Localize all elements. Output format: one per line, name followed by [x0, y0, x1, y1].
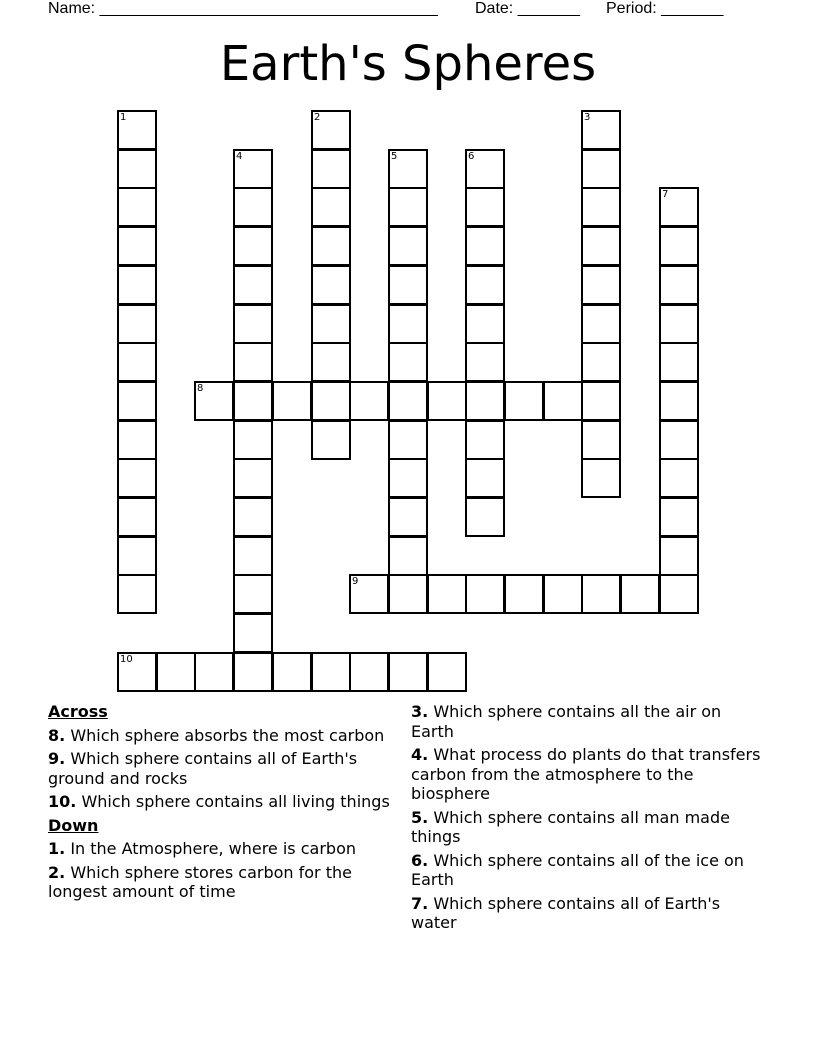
crossword-cell[interactable] — [620, 574, 660, 614]
crossword-cell[interactable] — [659, 304, 699, 344]
crossword-cell[interactable] — [117, 497, 157, 537]
crossword-cell[interactable] — [659, 342, 699, 382]
crossword-cell[interactable] — [388, 304, 428, 344]
crossword-cell[interactable] — [465, 149, 505, 189]
crossword-cell[interactable] — [233, 536, 273, 576]
crossword-cell[interactable] — [659, 574, 699, 614]
clue-number: 10. — [48, 792, 77, 811]
clue-down-1 — [48, 839, 393, 859]
clue-down-5 — [411, 808, 761, 847]
clues-left-column — [48, 702, 393, 906]
cell-number: 8 — [197, 383, 204, 394]
crossword-cell[interactable] — [465, 458, 505, 498]
crossword-cell[interactable] — [233, 613, 273, 653]
clue-number: 8. — [48, 725, 66, 745]
clue-down-6 — [411, 851, 761, 890]
clue-down-7 — [411, 894, 761, 933]
clue-number: 9. — [48, 749, 66, 768]
crossword-cell[interactable] — [117, 187, 157, 227]
crossword-cell[interactable] — [581, 342, 621, 382]
crossword-cell[interactable] — [117, 149, 157, 189]
crossword-cell[interactable] — [581, 110, 621, 150]
cell-number: 9 — [352, 576, 359, 587]
clue-number: 1. — [48, 839, 66, 858]
clue-number: 3. — [411, 702, 429, 721]
clue-text: What process do plants do that transfers carbon from the atmosphere to the biosphere — [411, 745, 761, 803]
crossword-cell[interactable] — [272, 381, 312, 421]
period-field[interactable]: Period: _______ — [606, 0, 724, 17]
crossword-cell[interactable] — [117, 574, 157, 614]
crossword-cell[interactable] — [388, 187, 428, 227]
across-heading: Across — [48, 702, 108, 721]
clue-text: Which sphere contains all living things — [81, 792, 390, 811]
crossword-cell[interactable] — [117, 381, 157, 421]
crossword-cell[interactable] — [465, 226, 505, 266]
crossword-cell[interactable] — [504, 574, 544, 614]
crossword-cell[interactable] — [388, 265, 428, 305]
clue-text: In the Atmosphere, where is carbon — [70, 839, 356, 858]
crossword-cell[interactable] — [272, 652, 312, 692]
crossword-cell[interactable] — [543, 574, 583, 614]
name-field[interactable]: Name: ______________________________________ — [48, 0, 438, 17]
crossword-cell[interactable] — [233, 226, 273, 266]
crossword-cell[interactable] — [156, 652, 196, 692]
crossword-cell[interactable] — [388, 226, 428, 266]
crossword-cell[interactable] — [659, 458, 699, 498]
clue-text: Which sphere contains all of Earth's ground and rocks — [48, 749, 358, 788]
crossword-cell[interactable] — [388, 420, 428, 460]
clue-text: Which sphere contains all of the ice on Earth — [411, 850, 744, 889]
crossword-cell[interactable] — [233, 304, 273, 344]
cell-number: 1 — [120, 112, 127, 123]
crossword-cell[interactable] — [233, 574, 273, 614]
clue-across-10 — [48, 792, 393, 812]
crossword-cell[interactable] — [659, 420, 699, 460]
crossword-cell[interactable] — [233, 187, 273, 227]
clue-down-2 — [48, 863, 393, 902]
clue-text: Which sphere contains all man made things — [411, 807, 730, 846]
clue-number: 6. — [411, 850, 429, 870]
clue-text: Which sphere contains all the air on Earth — [411, 702, 722, 741]
crossword-cell[interactable] — [465, 265, 505, 305]
crossword-cell[interactable] — [117, 458, 157, 498]
crossword-cell[interactable] — [581, 226, 621, 266]
clue-number: 5. — [411, 807, 429, 827]
crossword-cell[interactable] — [427, 652, 467, 692]
crossword-cell[interactable] — [427, 381, 467, 421]
crossword-cell[interactable] — [311, 149, 351, 189]
crossword-cell[interactable] — [311, 381, 351, 421]
crossword-cell[interactable] — [117, 652, 157, 692]
crossword-cell[interactable] — [388, 149, 428, 189]
crossword-cell[interactable] — [659, 187, 699, 227]
cell-number: 5 — [391, 151, 398, 162]
crossword-cell[interactable] — [465, 187, 505, 227]
cell-number: 2 — [314, 112, 321, 123]
crossword-cell[interactable] — [117, 304, 157, 344]
crossword-cell[interactable] — [388, 574, 428, 614]
crossword-cell[interactable] — [349, 574, 389, 614]
cell-number: 7 — [662, 189, 669, 200]
crossword-cell[interactable] — [233, 652, 273, 692]
crossword-cell[interactable] — [388, 497, 428, 537]
crossword-cell[interactable] — [465, 381, 505, 421]
clue-down-4 — [411, 745, 761, 804]
cell-number: 10 — [120, 654, 133, 665]
crossword-cell[interactable] — [388, 381, 428, 421]
crossword-cell[interactable] — [311, 304, 351, 344]
down-heading: Down — [48, 815, 99, 835]
crossword-cell[interactable] — [465, 304, 505, 344]
page-title: Earth's Spheres — [219, 36, 597, 92]
crossword-cell[interactable] — [311, 342, 351, 382]
crossword-cell[interactable] — [465, 574, 505, 614]
crossword-cell[interactable] — [659, 226, 699, 266]
crossword-cell[interactable] — [427, 574, 467, 614]
crossword-cell[interactable] — [388, 652, 428, 692]
crossword-cell[interactable] — [194, 652, 234, 692]
cell-number: 6 — [468, 151, 475, 162]
crossword-cell[interactable] — [311, 420, 351, 460]
crossword-cell[interactable] — [311, 110, 351, 150]
crossword-cell[interactable] — [311, 265, 351, 305]
clue-text: Which sphere stores carbon for the longest amount of time — [48, 862, 352, 901]
crossword-cell[interactable] — [117, 420, 157, 460]
crossword-cell[interactable] — [233, 265, 273, 305]
crossword-cell[interactable] — [581, 149, 621, 189]
crossword-cell[interactable] — [465, 342, 505, 382]
crossword-cell[interactable] — [311, 187, 351, 227]
crossword-cell[interactable] — [465, 497, 505, 537]
crossword-cell[interactable] — [581, 574, 621, 614]
crossword-cell[interactable] — [581, 458, 621, 498]
crossword-cell[interactable] — [311, 226, 351, 266]
clue-across-8 — [48, 726, 393, 746]
crossword-cell[interactable] — [581, 187, 621, 227]
crossword-cell[interactable] — [349, 381, 389, 421]
crossword-cell[interactable] — [117, 265, 157, 305]
crossword-cell[interactable] — [504, 381, 544, 421]
crossword-cell[interactable] — [117, 226, 157, 266]
crossword-cell[interactable] — [388, 536, 428, 576]
crossword-cell[interactable] — [117, 342, 157, 382]
crossword-cell[interactable] — [233, 497, 273, 537]
crossword-cell[interactable] — [659, 497, 699, 537]
clue-text: Which sphere contains all of Earth's water — [411, 893, 721, 932]
crossword-cell[interactable] — [349, 652, 389, 692]
crossword-cell[interactable] — [543, 381, 583, 421]
cell-number: 3 — [584, 112, 591, 123]
crossword-cell[interactable] — [465, 420, 505, 460]
crossword-cell[interactable] — [233, 381, 273, 421]
crossword-cell[interactable] — [581, 420, 621, 460]
crossword-cell[interactable] — [388, 458, 428, 498]
crossword-cell[interactable] — [581, 381, 621, 421]
clues-right-column — [411, 702, 761, 937]
crossword-cell[interactable] — [659, 381, 699, 421]
crossword-cell[interactable] — [233, 342, 273, 382]
clue-text: Which sphere absorbs the most carbon — [70, 725, 385, 745]
clue-down-3 — [411, 702, 761, 741]
cell-number: 4 — [236, 151, 243, 162]
crossword-cell[interactable] — [311, 652, 351, 692]
date-field[interactable]: Date: _______ — [475, 0, 580, 17]
crossword-cell[interactable] — [659, 265, 699, 305]
crossword-cell[interactable] — [233, 149, 273, 189]
crossword-cell[interactable] — [117, 110, 157, 150]
crossword-cell[interactable] — [581, 265, 621, 305]
crossword-cell[interactable] — [388, 342, 428, 382]
crossword-cell[interactable] — [581, 304, 621, 344]
clue-number: 2. — [48, 862, 66, 882]
crossword-cell[interactable] — [117, 536, 157, 576]
crossword-cell[interactable] — [233, 458, 273, 498]
crossword-cell[interactable] — [233, 420, 273, 460]
crossword-cell[interactable] — [194, 381, 234, 421]
clue-number: 7. — [411, 893, 429, 913]
clue-number: 4. — [411, 745, 429, 764]
crossword-cell[interactable] — [659, 536, 699, 576]
clue-across-9 — [48, 749, 393, 788]
